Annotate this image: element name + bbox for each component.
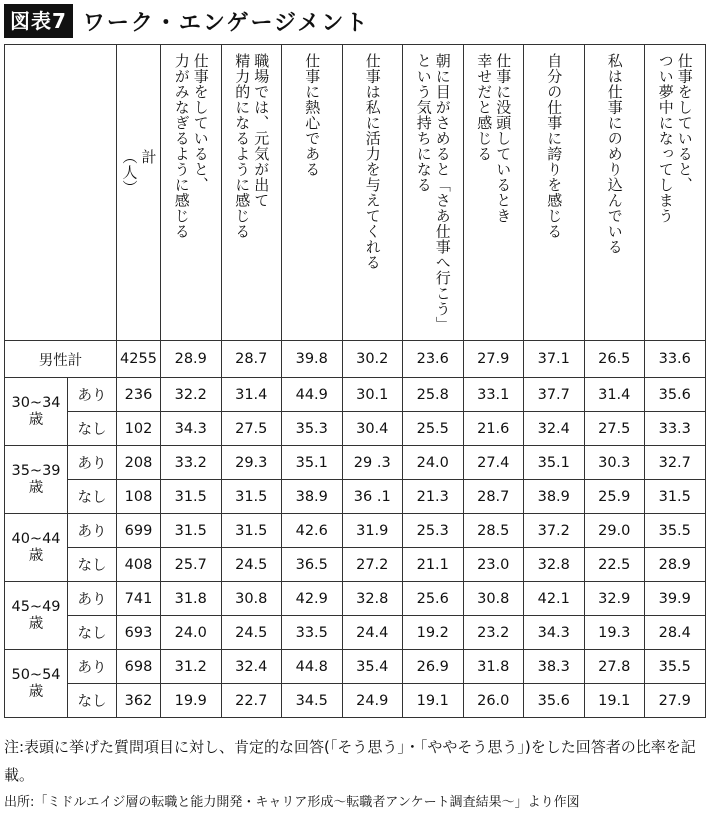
cell-value: 34.3 [161,412,222,446]
header-question [645,45,706,341]
row-label: なし [68,412,117,446]
cell-value: 29.0 [584,514,645,548]
cell-value: 38.9 [282,480,343,514]
cell-value: 36 .1 [342,480,403,514]
cell-value: 24.0 [403,446,464,480]
cell-value: 31.5 [645,480,706,514]
header-question-label: 朝に目がさめると「さあ仕事へ行こう」 という気持ちになる [414,53,452,332]
cell-value: 35.4 [342,650,403,684]
table-row [5,412,706,446]
table-row [5,650,706,684]
cell-value: 33.6 [645,341,706,378]
header-question-label: 私は仕事にのめり込んでいる [605,53,624,255]
cell-value: 33.2 [161,446,222,480]
cell-value: 26.0 [463,684,524,718]
cell-value: 19.1 [403,684,464,718]
age-group-label: 45~49 歳 [5,582,68,650]
cell-value: 30.1 [342,378,403,412]
row-n: 208 [117,446,161,480]
header-question [161,45,222,341]
figure-title: ワーク・エンゲージメント [82,10,370,36]
cell-value: 36.5 [282,548,343,582]
table-body [5,45,706,718]
cell-value: 42.6 [282,514,343,548]
table-row [5,514,706,548]
cell-value: 28.5 [463,514,524,548]
cell-value: 31.4 [584,378,645,412]
row-label: あり [68,446,117,480]
cell-value: 42.1 [524,582,585,616]
row-label: なし [68,548,117,582]
total-row-label: 男性計 [5,341,117,378]
cell-value: 34.3 [524,616,585,650]
cell-value: 32.8 [342,582,403,616]
cell-value: 28.7 [463,480,524,514]
age-group-label: 30~34 歳 [5,378,68,446]
corner-cell [5,45,117,341]
cell-value: 44.9 [282,378,343,412]
cell-value: 29 .3 [342,446,403,480]
cell-value: 27.8 [584,650,645,684]
header-question-label: 仕事をしていると、 つい夢中になってしまう [656,53,694,224]
cell-value: 25.8 [403,378,464,412]
cell-value: 31.8 [463,650,524,684]
row-n: 741 [117,582,161,616]
cell-value: 35.6 [645,378,706,412]
cell-value: 31.2 [161,650,222,684]
header-question [584,45,645,341]
cell-value: 31.9 [342,514,403,548]
cell-value: 33.1 [463,378,524,412]
header-question [463,45,524,341]
cell-value: 27.5 [584,412,645,446]
cell-value: 37.7 [524,378,585,412]
cell-value: 38.3 [524,650,585,684]
table-row [5,582,706,616]
cell-value: 32.9 [584,582,645,616]
row-label: あり [68,650,117,684]
row-label: なし [68,684,117,718]
cell-value: 35.5 [645,514,706,548]
cell-value: 27.9 [645,684,706,718]
cell-value: 30.8 [221,582,282,616]
cell-value: 19.1 [584,684,645,718]
cell-value: 30.2 [342,341,403,378]
cell-value: 25.3 [403,514,464,548]
cell-value: 22.7 [221,684,282,718]
table-row [5,378,706,412]
cell-value: 35.1 [524,446,585,480]
row-label: あり [68,582,117,616]
header-question [282,45,343,341]
cell-value: 44.8 [282,650,343,684]
row-n: 699 [117,514,161,548]
cell-value: 19.2 [403,616,464,650]
table-row [5,480,706,514]
cell-value: 32.4 [221,650,282,684]
cell-value: 25.7 [161,548,222,582]
figure-title-bar [4,3,369,39]
cell-value: 28.7 [221,341,282,378]
cell-value: 33.3 [645,412,706,446]
table-row [5,548,706,582]
header-question-label: 仕事は私に活力を与えてくれる [363,53,382,270]
header-question [403,45,464,341]
cell-value: 31.5 [221,480,282,514]
cell-value: 28.9 [645,548,706,582]
cell-value: 25.5 [403,412,464,446]
cell-value: 39.8 [282,341,343,378]
header-total [117,45,161,341]
cell-value: 27.2 [342,548,403,582]
header-question [221,45,282,341]
total-row [5,341,706,378]
cell-value: 38.9 [524,480,585,514]
cell-value: 24.5 [221,548,282,582]
row-n: 362 [117,684,161,718]
row-label: なし [68,616,117,650]
header-question-label: 仕事をしていると、 力がみなぎるように感じる [172,53,210,239]
cell-value: 30.8 [463,582,524,616]
cell-value: 23.2 [463,616,524,650]
cell-value: 37.2 [524,514,585,548]
total-row-n: 4255 [117,341,161,378]
cell-value: 33.5 [282,616,343,650]
row-label: あり [68,514,117,548]
cell-value: 31.8 [161,582,222,616]
cell-value: 28.9 [161,341,222,378]
age-group-label: 35~39 歳 [5,446,68,514]
table-row [5,684,706,718]
row-n: 102 [117,412,161,446]
cell-value: 27.5 [221,412,282,446]
figure-label: 図表7 [4,4,73,38]
header-question [342,45,403,341]
cell-value: 25.6 [403,582,464,616]
cell-value: 30.3 [584,446,645,480]
cell-value: 21.3 [403,480,464,514]
cell-value: 31.5 [161,480,222,514]
cell-value: 39.9 [645,582,706,616]
cell-value: 35.5 [645,650,706,684]
cell-value: 37.1 [524,341,585,378]
cell-value: 22.5 [584,548,645,582]
header-total-label: 計 （人） [120,149,158,196]
cell-value: 28.4 [645,616,706,650]
cell-value: 19.3 [584,616,645,650]
engagement-table [4,44,706,718]
cell-value: 32.8 [524,548,585,582]
cell-value: 27.9 [463,341,524,378]
cell-value: 35.6 [524,684,585,718]
cell-value: 34.5 [282,684,343,718]
cell-value: 23.6 [403,341,464,378]
cell-value: 42.9 [282,582,343,616]
cell-value: 24.9 [342,684,403,718]
row-label: あり [68,378,117,412]
cell-value: 21.1 [403,548,464,582]
cell-value: 26.5 [584,341,645,378]
cell-value: 27.4 [463,446,524,480]
cell-value: 35.3 [282,412,343,446]
row-label: なし [68,480,117,514]
cell-value: 23.0 [463,548,524,582]
header-row [5,45,706,341]
header-question-label: 自分の仕事に誇りを感じる [545,53,564,239]
age-group-label: 40~44 歳 [5,514,68,582]
row-n: 236 [117,378,161,412]
source-note: 出所:「ミドルエイジ層の転職と能力開発・キャリア形成～転職者アンケート調査結果～」より作図 [4,795,580,810]
cell-value: 24.4 [342,616,403,650]
cell-value: 32.4 [524,412,585,446]
table-row [5,446,706,480]
cell-value: 25.9 [584,480,645,514]
footnote: 注:表頭に挙げた質問項目に対し、肯定的な回答(「そう思う」・「ややそう思う」)をした回答者の比率を記載。 [4,738,696,784]
cell-value: 26.9 [403,650,464,684]
table-row [5,616,706,650]
cell-value: 29.3 [221,446,282,480]
cell-value: 31.4 [221,378,282,412]
cell-value: 32.7 [645,446,706,480]
cell-value: 30.4 [342,412,403,446]
row-n: 698 [117,650,161,684]
header-question-label: 仕事に没頭しているとき 幸せだと感じる [475,53,513,224]
cell-value: 21.6 [463,412,524,446]
header-question-label: 仕事に熱心である [303,53,322,177]
header-question [524,45,585,341]
row-n: 408 [117,548,161,582]
cell-value: 31.5 [221,514,282,548]
header-question-label: 職場では、元気が出て 精力的になるように感じる [233,53,271,239]
cell-value: 35.1 [282,446,343,480]
cell-value: 19.9 [161,684,222,718]
row-n: 693 [117,616,161,650]
cell-value: 24.5 [221,616,282,650]
cell-value: 31.5 [161,514,222,548]
row-n: 108 [117,480,161,514]
age-group-label: 50~54 歳 [5,650,68,718]
cell-value: 32.2 [161,378,222,412]
cell-value: 24.0 [161,616,222,650]
